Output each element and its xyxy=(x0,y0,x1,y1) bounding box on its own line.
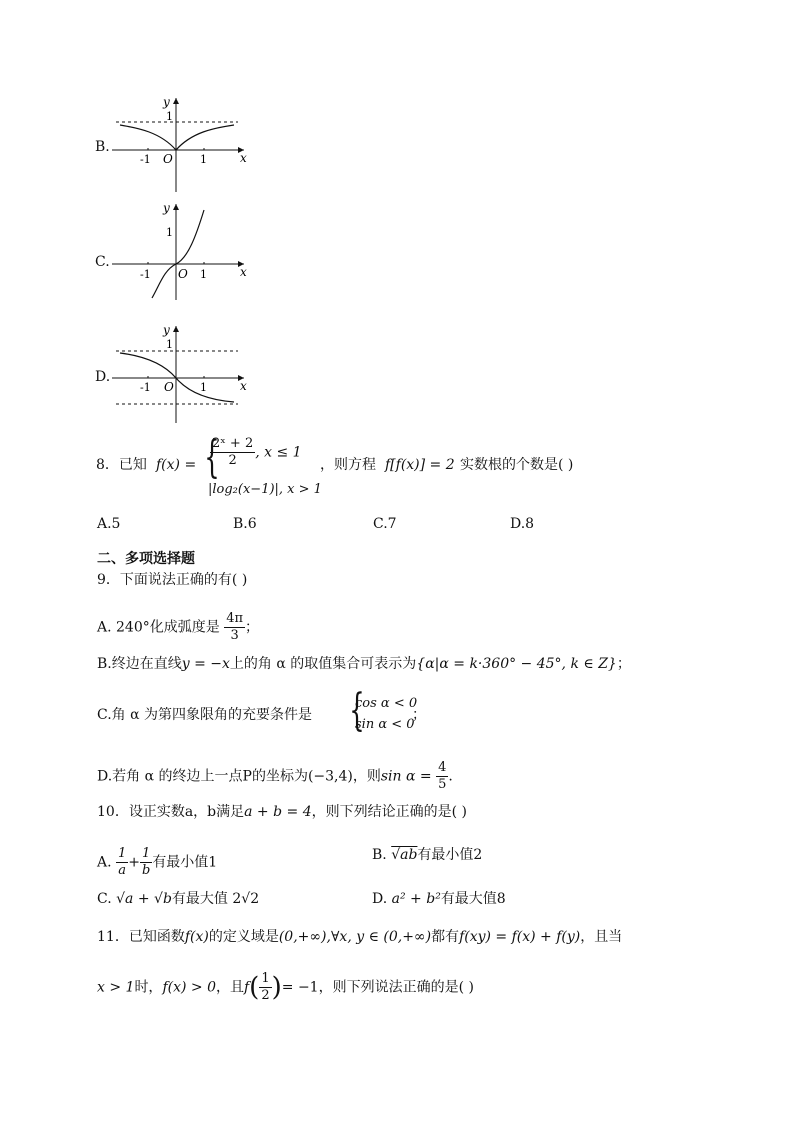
option-c-label: C. xyxy=(95,254,110,270)
q11-line1 xyxy=(97,928,622,946)
q9-d-post: . xyxy=(448,768,453,785)
q10-a-plus: + xyxy=(128,854,141,871)
q8-text-after: ，则方程 xyxy=(320,457,376,473)
q11-line1-f: f(x) xyxy=(184,929,209,945)
tick-label-pos1: 1 xyxy=(200,381,207,394)
curve-b xyxy=(120,125,234,150)
y-axis-arrow xyxy=(173,98,179,104)
q11-line2-a: 时， xyxy=(134,979,163,996)
q10-b-text: 有最小值2 xyxy=(417,847,483,863)
graph-d xyxy=(108,320,248,425)
q11-line2-f: f xyxy=(243,979,250,996)
tick-label-neg1: -1 xyxy=(140,268,151,281)
q8-func: f(x) = xyxy=(156,457,197,473)
graph-c xyxy=(108,200,248,302)
q9-d-point: (−3,4) xyxy=(307,768,353,785)
level-label: 1 xyxy=(166,338,173,351)
q10-option-d[interactable] xyxy=(372,890,506,908)
q10-a-label: A. xyxy=(97,854,112,871)
q10-option-a[interactable] xyxy=(97,846,217,879)
q10-a-text: 有最小值1 xyxy=(152,854,218,871)
q9-c-pre: C.角 α 为第四象限角的充要条件是 xyxy=(97,707,313,723)
q11-line1-post: ，且当 xyxy=(580,929,623,945)
q9-d-sin: sin α = xyxy=(380,768,432,785)
q11-line2-num: 1 xyxy=(261,971,270,986)
tick-label-neg1: -1 xyxy=(140,381,151,394)
q8-case2: |log₂(x−1)|, x > 1 xyxy=(208,482,322,497)
q11-line1-mid: 的定义域是 xyxy=(208,929,279,945)
y-axis-arrow xyxy=(173,204,179,210)
q10-a-n2: 1 xyxy=(142,846,151,861)
q11-line2 xyxy=(97,971,474,1004)
q10-a-n1: 1 xyxy=(118,846,127,861)
q10-d-expr: a² + b² xyxy=(391,891,441,907)
q8-case1-den: 2 xyxy=(228,453,237,468)
q10-stem-post: ，则下列结论正确的是( ) xyxy=(311,804,467,820)
q9-b-line: y = −x xyxy=(181,656,230,672)
origin-label: O xyxy=(164,380,174,394)
q10-b-expr: √ab xyxy=(391,847,418,863)
q10-option-c[interactable] xyxy=(97,890,259,908)
q11-line2-val: = −1 xyxy=(281,979,319,996)
q8-tail: 实数根的个数是( ) xyxy=(460,457,574,473)
q11-line2-post: ，则下列说法正确的是( ) xyxy=(318,979,474,996)
q8-option-b[interactable]: B.6 xyxy=(233,516,257,532)
q10-c-expr: √a + √b xyxy=(116,891,172,907)
x-label: x xyxy=(240,379,247,393)
q9-d-num: 4 xyxy=(438,760,447,775)
graph-b xyxy=(108,92,248,194)
q8-piecewise-brace: { xyxy=(204,432,220,483)
y-label: y xyxy=(163,201,170,215)
q11-line1-eq: f(xy) = f(x) + f(y) xyxy=(459,929,581,945)
q9-d-den: 5 xyxy=(438,777,447,792)
q9-b-set: {α|α = k·360° − 45°, k ∈ Z} xyxy=(416,656,617,672)
q8-option-c[interactable]: C.7 xyxy=(373,516,397,532)
q9-b-post: ； xyxy=(616,656,631,672)
q11-line2-den: 2 xyxy=(261,988,270,1003)
q9-stem: 9．下面说法正确的有( ) xyxy=(97,572,248,588)
q10-a-d2: b xyxy=(142,863,151,878)
q10-b-label: B. xyxy=(372,847,387,863)
q11-line2-b: ，且 xyxy=(215,979,244,996)
level-label: 1 xyxy=(166,226,173,239)
origin-label: O xyxy=(178,267,188,281)
tick-label-pos1: 1 xyxy=(200,153,207,166)
q9-c-cond2: sin α < 0 xyxy=(355,717,415,732)
y-axis-arrow xyxy=(173,326,179,332)
q11-left-paren: ( xyxy=(249,972,260,1003)
q9-d-pre: D.若角 α 的终边上一点P的坐标为 xyxy=(97,768,308,785)
curve-c xyxy=(152,210,204,298)
q9-b-pre: B.终边在直线 xyxy=(97,656,182,672)
q8-case1 xyxy=(210,436,302,469)
q9-a-num: 4π xyxy=(226,611,244,626)
q8-option-d[interactable]: D.8 xyxy=(510,516,535,532)
q9-option-a[interactable] xyxy=(97,611,259,644)
y-label: y xyxy=(163,95,170,109)
q9-option-b[interactable] xyxy=(97,655,631,673)
q10-a-d1: a xyxy=(118,863,127,878)
q9-a-den: 3 xyxy=(230,628,239,643)
q8-case1-num: 2ˣ + 2 xyxy=(212,436,254,451)
q9-a-post: ； xyxy=(245,619,260,636)
q10-stem-pre: 10．设正实数a，b满足 xyxy=(97,804,245,820)
q9-option-d[interactable] xyxy=(97,760,453,793)
q9-a-pre: A. 240°化成弧度是 xyxy=(97,619,220,636)
option-d-label: D. xyxy=(95,369,111,385)
q9-b-mid: 上的角 α 的取值集合可表示为 xyxy=(229,656,417,672)
q8-case1-cond: , x ≤ 1 xyxy=(255,444,302,461)
x-label: x xyxy=(240,265,247,279)
q9-c-brace: { xyxy=(349,685,365,736)
q10-stem xyxy=(97,803,467,821)
option-b-label: B. xyxy=(95,139,110,155)
section-title: 二、多项选择题 xyxy=(97,551,195,567)
q10-d-label: D. xyxy=(372,891,388,907)
q9-c-post: ； xyxy=(412,707,426,723)
q8-option-a[interactable]: A.5 xyxy=(97,516,121,532)
q11-line1-dom: (0,+∞),∀x, y ∈ (0,+∞) xyxy=(278,929,432,945)
q10-d-text: 有最大值8 xyxy=(440,891,506,907)
x-label: x xyxy=(240,151,247,165)
q10-c-label: C. xyxy=(97,891,112,907)
tick-label-pos1: 1 xyxy=(200,268,207,281)
q9-d-mid: ，则 xyxy=(352,768,381,785)
q9-c-cond1: cos α < 0 xyxy=(355,696,418,711)
level-label: 1 xyxy=(166,110,173,123)
tick-label-neg1: -1 xyxy=(140,153,151,166)
q10-c-text: 有最大值 xyxy=(171,891,228,907)
q11-right-paren: ) xyxy=(271,972,282,1003)
origin-label: O xyxy=(163,152,173,166)
q10-stem-eq: a + b = 4 xyxy=(244,804,312,820)
q11-line1-pre: 11．已知函数 xyxy=(97,929,185,945)
q10-option-b[interactable] xyxy=(372,846,482,864)
q8-number: 8．已知 xyxy=(96,457,147,473)
q11-line1-mid2: 都有 xyxy=(431,929,460,945)
q10-c-val: 2√2 xyxy=(232,891,260,907)
q9-option-c[interactable] xyxy=(97,706,312,724)
q11-line2-ineq: f(x) > 0 xyxy=(162,979,216,996)
q8-equation: f[f(x)] = 2 xyxy=(385,457,455,473)
q11-line2-cond: x > 1 xyxy=(97,979,135,996)
y-label: y xyxy=(163,323,170,337)
